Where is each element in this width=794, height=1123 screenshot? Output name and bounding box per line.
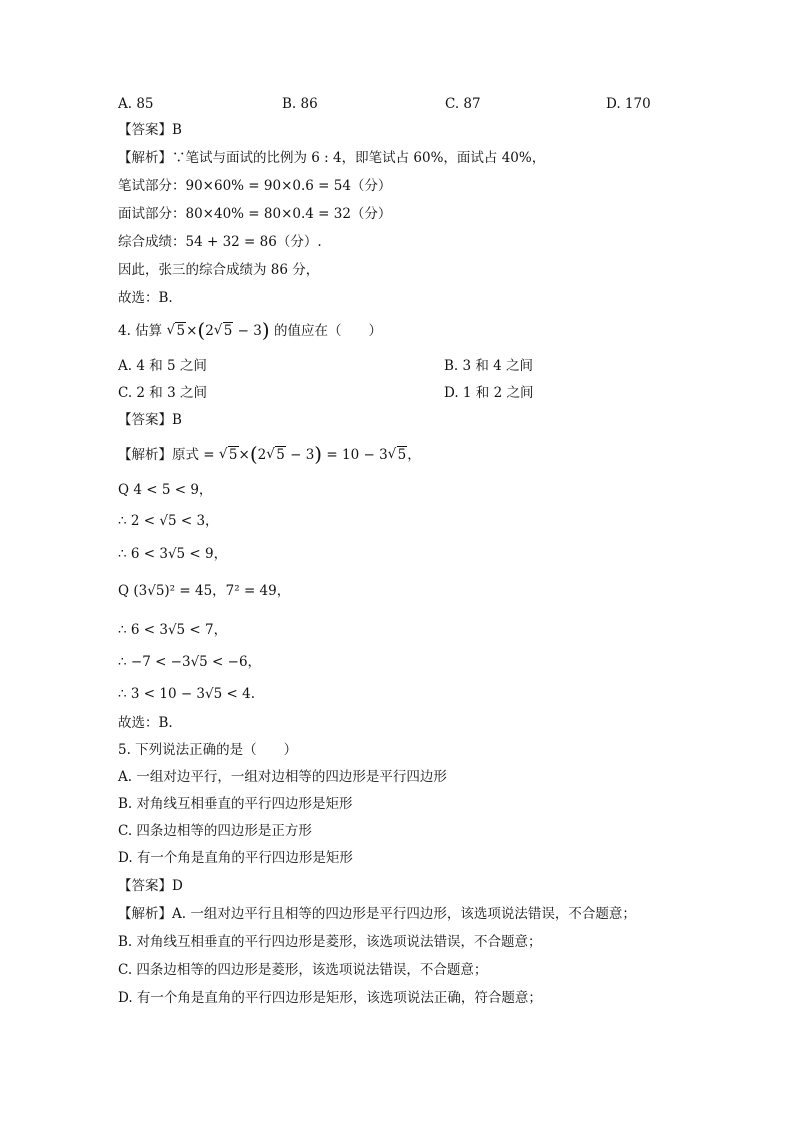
- q4-step-1: Q 4 < 5 < 9，: [118, 482, 213, 498]
- q4-analysis-lead: 【解析】原式: [118, 447, 199, 463]
- q3-option-c: C. 87: [445, 96, 481, 112]
- q5-analysis-line-4: D. 有一个角是直角的平行四边形是矩形，该选项说法正确，符合题意；: [118, 990, 542, 1006]
- q5-option-b: B. 对角线互相垂直的平行四边形是矩形: [118, 796, 353, 812]
- q3-option-d: D. 170: [606, 96, 651, 112]
- q4-stem: [118, 320, 382, 341]
- q3-analysis-line-6: 故选：B.: [118, 290, 173, 306]
- q5-option-c: C. 四条边相等的四边形是正方形: [118, 823, 312, 839]
- q5-option-d: D. 有一个角是直角的平行四边形是矩形: [118, 850, 353, 866]
- q3-analysis-line-2: 笔试部分：90×60% = 90×0.6 = 54（分）: [118, 178, 392, 194]
- q5-analysis-line-3: C. 四条边相等的四边形是菱形，该选项说法错误，不合题意；: [118, 962, 488, 978]
- q4-step-3: ∴ 6 < 3√5 < 9，: [118, 546, 228, 562]
- q5-analysis-line-1: 【解析】A. 一组对边平行且相等的四边形是平行四边形，该选项说法错误，不合题意；: [118, 906, 636, 922]
- q4-expression: √ 5×(2√ 5 − 3): [166, 323, 274, 339]
- q3-option-a: A. 85: [118, 96, 154, 112]
- q4-conclusion: 故选：B.: [118, 715, 173, 731]
- q4-answer: 【答案】B: [118, 412, 182, 428]
- q4-analysis-line-1: 【解析】原式 = √ 5×(2√ 5 − 3) = 10 − 3√ 5，: [118, 444, 421, 465]
- q4-option-c: C. 2 和 3 之间: [118, 385, 207, 401]
- q5-option-a: A. 一组对边平行，一组对边相等的四边形是平行四边形: [118, 769, 447, 785]
- q3-option-b: B. 86: [282, 96, 318, 112]
- q4-step-4: Q (3√5)² = 45，7² = 49，: [118, 583, 291, 599]
- q4-step-5: ∴ 6 < 3√5 < 7，: [118, 622, 228, 638]
- q4-stem-suffix: 的值应在（ ）: [273, 323, 382, 339]
- q4-stem-prefix: 4. 估算: [118, 323, 163, 339]
- q4-step-7: ∴ 3 < 10 − 3√5 < 4.: [118, 686, 255, 702]
- q3-analysis-line-1: 【解析】∵笔试与面试的比例为 6 : 4，即笔试占 60%，面试占 40%，: [118, 150, 546, 166]
- q3-analysis-line-5: 因此，张三的综合成绩为 86 分，: [118, 262, 320, 278]
- q3-analysis-line-3: 面试部分：80×40% = 80×0.4 = 32（分）: [118, 206, 392, 222]
- q4-step-2: ∴ 2 < √5 < 3，: [118, 513, 219, 529]
- q3-analysis-line-4: 综合成绩：54 + 32 = 86（分）.: [118, 234, 322, 250]
- q5-answer: 【答案】D: [118, 878, 183, 894]
- q4-option-a: A. 4 和 5 之间: [118, 358, 207, 374]
- q4-option-d: D. 1 和 2 之间: [444, 385, 534, 401]
- q5-stem: 5. 下列说法正确的是（ ）: [118, 742, 298, 758]
- q4-step-6: ∴ −7 < −3√5 < −6，: [118, 654, 262, 670]
- q3-answer: 【答案】B: [118, 122, 182, 138]
- q5-analysis-line-2: B. 对角线互相垂直的平行四边形是菱形，该选项说法错误，不合题意；: [118, 934, 542, 950]
- q4-option-b: B. 3 和 4 之间: [444, 358, 534, 374]
